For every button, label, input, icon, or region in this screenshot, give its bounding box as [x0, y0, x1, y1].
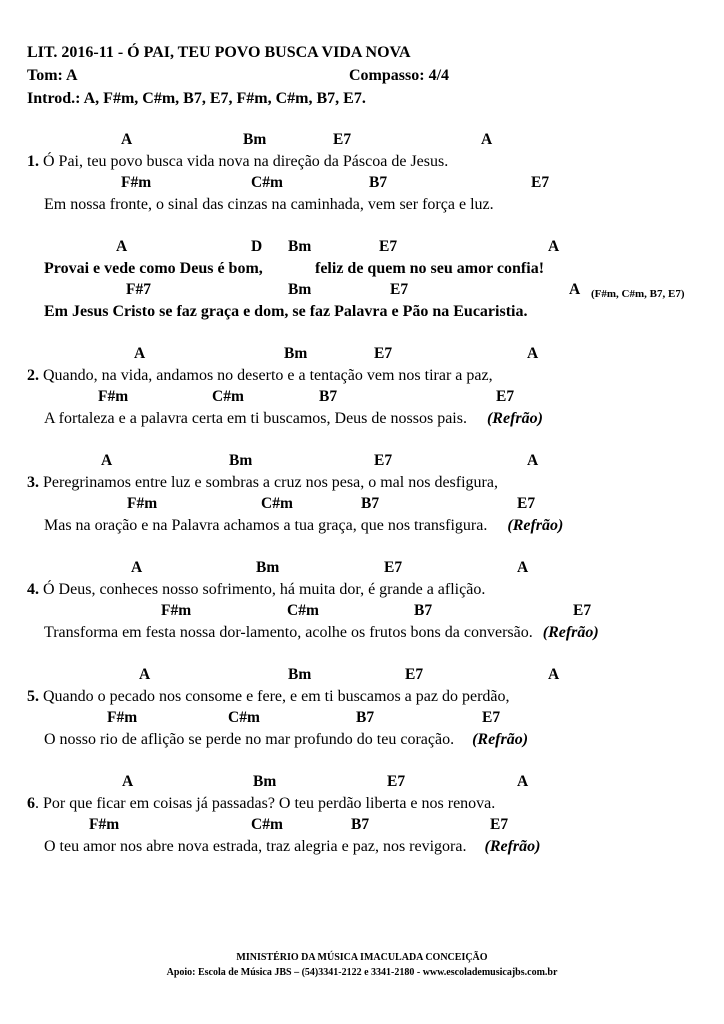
chord: E7 — [496, 388, 515, 405]
song-title: LIT. 2016-11 - Ó PAI, TEU POVO BUSCA VIDA NOVA — [27, 44, 411, 61]
verse-3-line-1: 3. Peregrinamos entre luz e sombras a cruz nos pesa, o mal nos desfigura, — [27, 474, 498, 491]
chord: A — [548, 666, 560, 683]
chord: B7 — [356, 709, 375, 726]
chord: A — [569, 281, 581, 298]
chord: C#m — [251, 816, 283, 833]
verse-6-line-1: 6. Por que ficar em coisas já passadas? O teu perdão liberta e nos renova. — [27, 795, 496, 812]
verse-3-line-2: Mas na oração e na Palavra achamos a tua graça, que nos transfigura. (Refrão) — [44, 517, 564, 534]
chord: D — [251, 238, 263, 255]
chord: A — [481, 131, 493, 148]
verse-1-line-2: Em nossa fronte, o sinal das cinzas na caminhada, vem ser força e luz. — [44, 196, 494, 213]
chord: F#m — [107, 709, 138, 726]
chord: E7 — [379, 238, 398, 255]
chord: C#m — [251, 174, 283, 191]
chord: E7 — [387, 773, 406, 790]
chord: A — [517, 559, 529, 576]
verse-4-line-2: Transforma em festa nossa dor-lamento, acolhe os frutos bons da conversão. (Refrão) — [44, 624, 599, 641]
verse-4-line-1: 4. Ó Deus, conheces nosso sofrimento, há muita dor, é grande a aflição. — [27, 581, 486, 598]
chord: B7 — [319, 388, 338, 405]
refrain-marker: (Refrão) — [507, 517, 564, 534]
chord: Bm — [229, 452, 253, 469]
chord: E7 — [390, 281, 409, 298]
verse-5-line-1: 5. Quando o pecado nos consome e fere, e em ti buscamos a paz do perdão, — [27, 688, 510, 705]
refrain-marker: (Refrão) — [472, 731, 529, 748]
chord: A — [527, 345, 539, 362]
chord: E7 — [384, 559, 403, 576]
chord: B7 — [414, 602, 433, 619]
intro-chords: Introd.: A, F#m, C#m, B7, E7, F#m, C#m, B7, E7. — [27, 90, 366, 107]
chord: A — [122, 773, 134, 790]
key-info: Tom: A — [27, 67, 78, 84]
chord: E7 — [482, 709, 501, 726]
chord: F#7 — [126, 281, 151, 298]
footer-ministry: MINISTÉRIO DA MÚSICA IMACULADA CONCEIÇÃO — [236, 952, 488, 963]
refrain-marker: (Refrão) — [484, 838, 541, 855]
chord: A — [116, 238, 128, 255]
chord: A — [134, 345, 146, 362]
chord: F#m — [121, 174, 152, 191]
chord: Bm — [288, 281, 312, 298]
chord: E7 — [517, 495, 536, 512]
refrain-marker: (Refrão) — [486, 410, 543, 427]
chord: A — [548, 238, 560, 255]
verse-2-line-2: A fortaleza e a palavra certa em ti buscamos, Deus de nossos pais. (Refrão) — [44, 410, 543, 427]
chord: F#m — [161, 602, 192, 619]
chord: Bm — [288, 666, 312, 683]
verse-5-line-2: O nosso rio de aflição se perde no mar profundo do teu coração. (Refrão) — [44, 731, 529, 748]
verse-6-line-2: O teu amor nos abre nova estrada, traz alegria e paz, nos revigora. (Refrão) — [44, 838, 541, 855]
chord: E7 — [374, 452, 393, 469]
refrain-line-2: Em Jesus Cristo se faz graça e dom, se faz Palavra e Pão na Eucaristia. — [44, 303, 528, 320]
chord: A — [121, 131, 133, 148]
verse-1-line-1: 1. Ó Pai, teu povo busca vida nova na direção da Páscoa de Jesus. — [27, 153, 449, 170]
refrain-line-1b: feliz de quem no seu amor confia! — [315, 260, 545, 277]
refrain-chord-note: (F#m, C#m, B7, E7) — [591, 288, 685, 300]
chord: E7 — [531, 174, 550, 191]
chord: Bm — [243, 131, 267, 148]
chord: E7 — [490, 816, 509, 833]
chord: A — [139, 666, 151, 683]
chord: C#m — [212, 388, 244, 405]
chord: E7 — [405, 666, 424, 683]
chord: F#m — [98, 388, 129, 405]
chord: B7 — [369, 174, 388, 191]
verse-2-line-1: 2. Quando, na vida, andamos no deserto e a tentação vem nos tirar a paz, — [27, 367, 493, 384]
chord: Bm — [288, 238, 312, 255]
time-signature: Compasso: 4/4 — [349, 67, 450, 84]
chord: E7 — [374, 345, 393, 362]
chord: Bm — [256, 559, 280, 576]
footer-support: Apoio: Escola de Música JBS – (54)3341-2122 e 3341-2180 - www.escolademusicajbs.com.br — [166, 967, 558, 978]
chord: A — [517, 773, 529, 790]
chord: C#m — [287, 602, 319, 619]
chord: C#m — [228, 709, 260, 726]
chord: A — [131, 559, 143, 576]
chord: C#m — [261, 495, 293, 512]
chord: F#m — [89, 816, 120, 833]
chord: A — [101, 452, 113, 469]
chord: Bm — [253, 773, 277, 790]
refrain-marker: (Refrão) — [542, 624, 599, 641]
chord: A — [527, 452, 539, 469]
chord: F#m — [127, 495, 158, 512]
chord: E7 — [333, 131, 352, 148]
chord: Bm — [284, 345, 308, 362]
refrain-line-1a: Provai e vede como Deus é bom, — [44, 260, 263, 277]
chord: B7 — [361, 495, 380, 512]
chord: B7 — [351, 816, 370, 833]
chord: E7 — [573, 602, 592, 619]
